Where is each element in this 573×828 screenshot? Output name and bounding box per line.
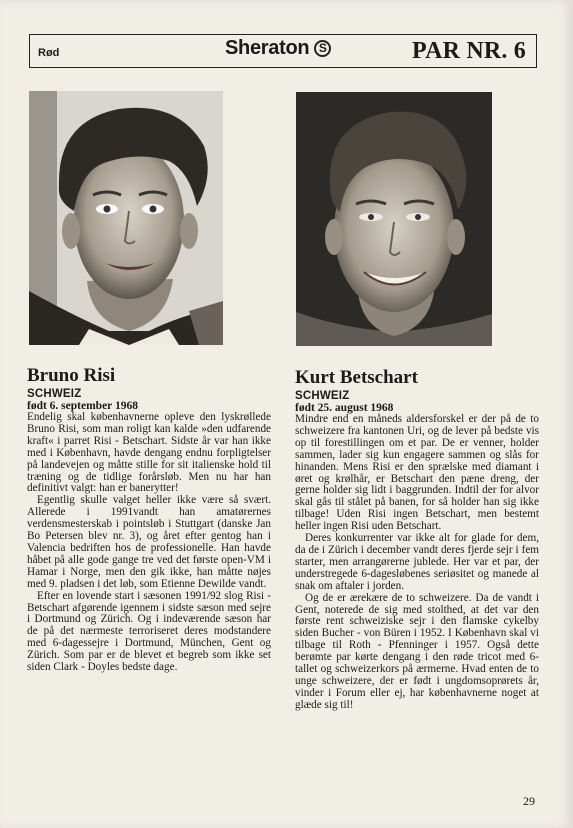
portrait-photo-bruno-risi <box>29 91 223 345</box>
sheraton-logo-icon: S <box>314 40 331 57</box>
page-number: 29 <box>523 794 535 808</box>
biography-paragraph: Efter en lovende start i sæsonen 1991/92 slog Risi - Betschart afgørende igennem i sidste sæson med sejre i Dortmund og Zürich. Og i indeværende sæson har de på det nærmeste terroriseret deres modstandere med 6-dagessejre i Dortmund, München, Gent og Zürich. Som par er de blevet et begreb som ikke set siden Clark - Doyles bedste dage. <box>27 589 271 674</box>
rider-country: SCHWEIZ <box>295 390 350 402</box>
biography-paragraph: Mindre end en måneds aldersforskel er der på de to schweizere fra kantonen Uri, og de lever på bedste vis op til forestillingen om et par. De er venner, holder sammen, lader sig kun engagere sammen og slås for hinanden. Mens Risi er den sprælske med diamant i øret og krølhår, er Betschart den pæne dreng, der gerne holder sig lidt i baggrunden. Indtil der for alvor skal gås til stålet på banen, for så holder han sig ikke tilbage! Uden Risi ingen Betschart, men bestemt heller ingen Risi uden Betschart. <box>295 413 539 533</box>
pair-title: PAR NR. 6 <box>411 38 526 64</box>
rider-biography <box>27 412 271 674</box>
rider-birthdate: født 6. september 1968 <box>27 400 138 412</box>
sponsor-brand <box>225 37 331 60</box>
rider-photo-right <box>296 92 492 346</box>
rider-biography <box>295 414 539 712</box>
biography-paragraph: Endelig skal københavnerne opleve den lyskrøllede Bruno Risi, som man roligt kan kalde »den udfarende kraft« i parret Risi - Betschart. Sidste år var han ikke med i København, havde dengang endnu forpligtelser på landevejen og måtte stille for sit italienske hold til træning og de tidlige forårsløb. Men nu har han definitivt valgt: han er banerytter! <box>27 411 271 495</box>
page-header <box>29 34 537 68</box>
rider-column-left <box>27 365 271 674</box>
rider-name: Kurt Betschart <box>295 367 418 388</box>
rider-country: SCHWEIZ <box>27 388 82 400</box>
biography-paragraph: Egentlig skulle valget heller ikke være så svært. Allerede i 1991vandt han amatørernes verdensmesterskab i pointsløb i Stuttgart (danske Jan Bo Petersen blev nr. 3), og året efter gentog han i Valencia bedriften hos de professionelle. Han havde håbet på alle gode gange tre ved det første open-VM i Hamar i Norge, men den gik ikke, han måtte nøjes med 9. pladsen i det løb, som Etienne Dewilde vandt. <box>27 494 271 590</box>
portrait-photo-kurt-betschart <box>296 92 492 346</box>
rider-photo-left <box>29 91 223 345</box>
rider-birthdate: født 25. august 1968 <box>295 402 394 414</box>
biography-paragraph: Deres konkurrenter var ikke alt for glade for dem, da de i Zürich i december vandt deres fjerde sejr i fem starter, men arrangørerne jublede. Her var et par, der understregede 6-dagesløbenes seriøsitet og manede al snak om aftaler i jorden. <box>295 532 539 592</box>
rider-name: Bruno Risi <box>27 365 116 386</box>
color-label: Rød <box>38 47 60 59</box>
rider-column-right <box>295 367 539 712</box>
sponsor-name: Sheraton <box>225 37 310 59</box>
biography-paragraph: Og de er ærekære de to schweizere. Da de vandt i Gent, noterede de sig med stolthed, at det var den første rent schweiziske sejr i den flamske cykelby siden Bucher - von Büren i 1952. I København skal vi tilbage til Roth - Pfenninger i 1957. Også dette berømte par kørte dengang i den røde tricot med 6-tallet og schweizerkors på ærmerne. Hvad enten de to unge schweizere, der er født i ungdomsoprørets år, vinder i Forum eller ej, har københavnerne noget at glæde sig til! <box>295 591 539 711</box>
